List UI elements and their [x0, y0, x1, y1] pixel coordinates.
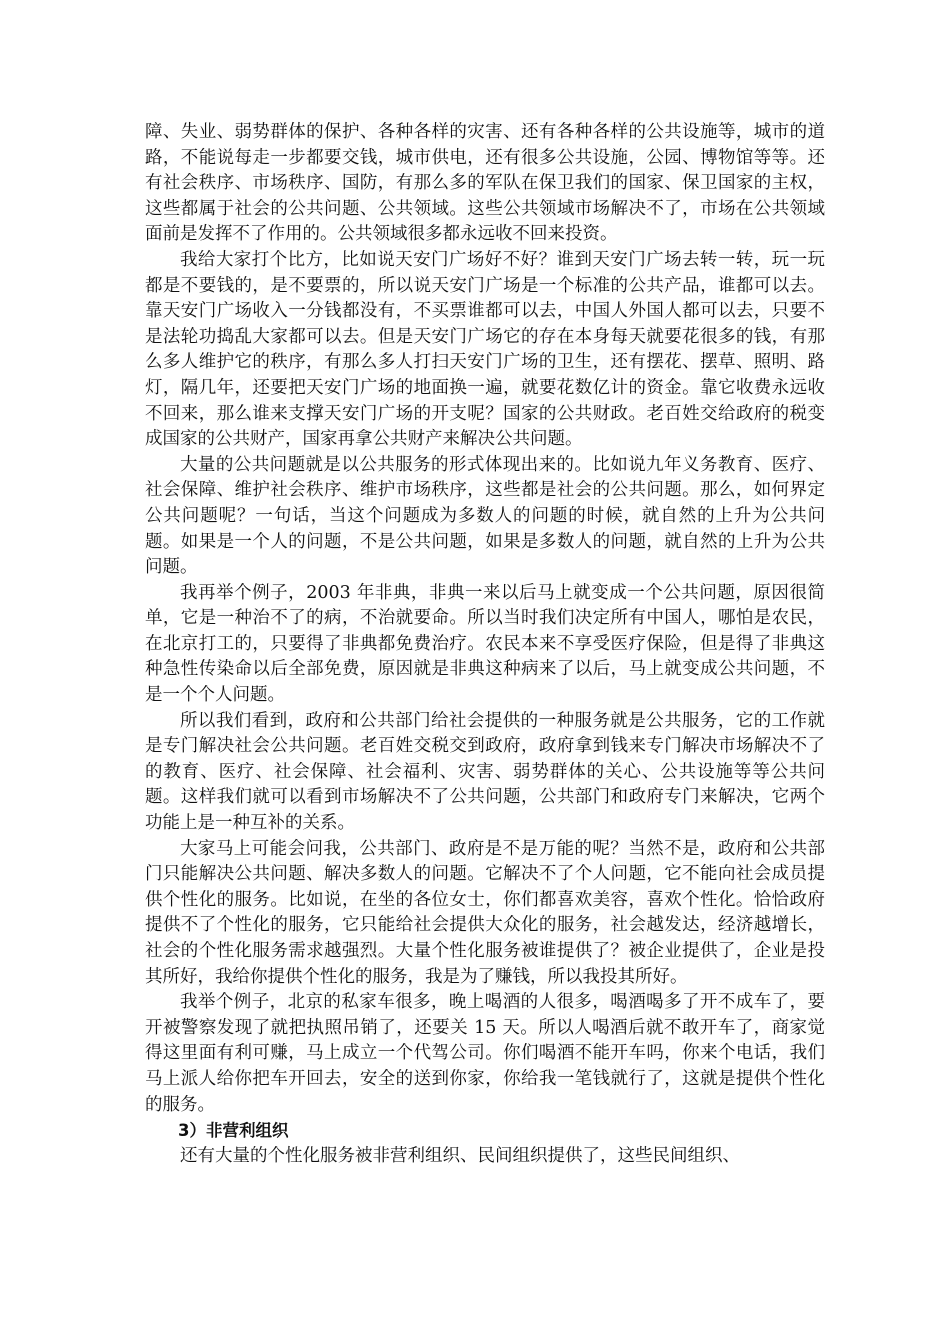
document-page: [145, 120, 825, 1169]
paragraph-5: 所以我们看到，政府和公共部门给社会提供的一种服务就是公共服务，它的工作就是专门解决社会公共问题。老百姓交税交到政府，政府拿到钱来专门解决市场解决不了的教育、医疗、社会保障、社会福利、灾害、弱势群体的关心、公共设施等等公共问题。这样我们就可以看到市场解决不了公共问题，公共部门和政府专门来解决，它两个功能上是一种互补的关系。: [145, 710, 825, 834]
paragraph-8: 还有大量的个性化服务被非营利组织、民间组织提供了，这些民间组织、: [180, 1145, 740, 1166]
paragraph-6: 大家马上可能会问我，公共部门、政府是不是万能的呢？当然不是，政府和公共部门只能解决公共问题、解决多数人的问题。它解决不了个人问题，它不能向社会成员提供个性化的服务。比如说，在坐的各位女士，你们都喜欢美容，喜欢个性化。恰恰政府提供不了个性化的服务，它只能给社会提供大众化的服务，社会越发达，经济越增长，社会的个性化服务需求越强烈。大量个性化服务被谁提供了？被企业提供了，企业是投其所好，我给你提供个性化的服务，我是为了赚钱，所以我投其所好。: [145, 838, 825, 987]
paragraph-2: 我给大家打个比方，比如说天安门广场好不好？谁到天安门广场去转一转，玩一玩都是不要钱的，是不要票的，所以说天安门广场是一个标准的公共产品，谁都可以去。靠天安门广场收入一分钱都没有，不买票谁都可以去，中国人外国人都可以去，只要不是法轮功捣乱大家都可以去。但是天安门广场它的存在本身每天就要花很多的钱，有那么多人维护它的秩序，有那么多人打扫天安门广场的卫生，还有摆花、摆草、照明、路灯，隔几年，还要把天安门广场的地面换一遍，就要花数亿计的资金。靠它收费永远收不回来，那么谁来支撑天安门广场的开支呢？国家的公共财政。老百姓交给政府的税变成国家的公共财产，国家再拿公共财产来解决公共问题。: [145, 249, 825, 450]
paragraph-7: 我举个例子，北京的私家车很多，晚上喝酒的人很多，喝酒喝多了开不成车了，要开被警察发现了就把执照吊销了，还要关 15 天。所以人喝酒后就不敢开车了，商家觉得这里面有利可赚，马上成立一个代驾公司。你们喝酒不能开车吗，你来个电话，我们马上派人给你把车开回去，安全的送到你家，你给我一笔钱就行了，这就是提供个性化的服务。: [145, 992, 825, 1115]
paragraph-1: 障、失业、弱势群体的保护、各种各样的灾害、还有各种各样的公共设施等，城市的道路，不能说每走一步都要交钱，城市供电，还有很多公共设施，公园、博物馆等等。还有社会秩序、市场秩序、国防，有那么多的军队在保卫我们的国家、保卫国家的主权，这些都属于社会的公共问题、公共领域。这些公共领域市场解决不了，市场在公共领域面前是发挥不了作用的。公共领域很多都永远收不回来投资。: [145, 122, 825, 245]
paragraph-4: 我再举个例子，2003 年非典，非典一来以后马上就变成一个公共问题，原因很简单，它是一种治不了的病，不治就要命。所以当时我们决定所有中国人，哪怕是农民，在北京打工的，只要得了非典都免费治疗。农民本来不享受医疗保险，但是得了非典这种急性传染命以后全部免费，原因就是非典这种病来了以后，马上就变成公共问题，不是一个个人问题。: [145, 582, 825, 706]
section-heading: 3）非营利组织: [178, 1121, 289, 1141]
paragraph-3: 大量的公共问题就是以公共服务的形式体现出来的。比如说九年义务教育、医疗、社会保障、维护社会秩序、维护市场秩序，这些都是社会的公共问题。那么，如何界定公共问题呢？一句话，当这个问题成为多数人的问题的时候，就自然的上升为公共问题。如果是一个人的问题，不是公共问题，如果是多数人的问题，就自然的上升为公共问题。: [145, 454, 825, 578]
